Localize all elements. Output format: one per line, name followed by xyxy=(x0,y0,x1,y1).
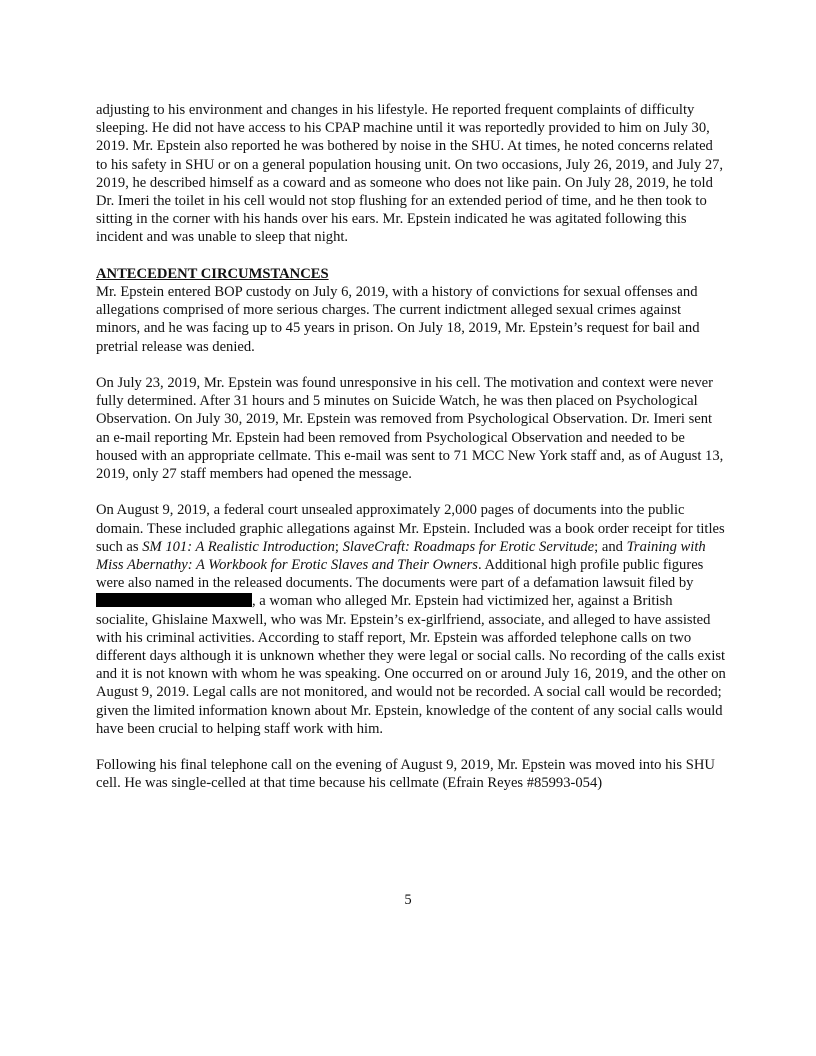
paragraph-unsealed-documents xyxy=(96,501,726,738)
text-run: ; xyxy=(334,538,343,555)
page-number: 5 xyxy=(404,892,412,908)
paragraph-final-call: Following his final telephone call on the evening of August 9, 2019, Mr. Epstein was moved into his SHU cell. He was single-celled at that time because his cellmate (Efrain Reyes #85993-054) xyxy=(96,757,715,792)
redaction-block xyxy=(96,593,252,607)
book-title: SM 101: A Realistic Introduction xyxy=(142,538,335,555)
text-run: , a woman who alleged Mr. Epstein had victimized her, against a British socialite, Ghislaine Maxwell, who was Mr. Epstein’s ex-girlfriend, associate, and alleged to have assisted with his criminal activities. According to staff report, Mr. Epstein was afforded telephone calls on two different days although it is unknown whether they were legal or social calls. No recording of the calls exist and it is not known with whom he was speaking. One occurred on or around July 16, 2019, and the other on August 9, 2019. Legal calls are not monitored, and would not be recorded. A social call would be recorded; given the limited information known about Mr. Epstein, knowledge of the content of any social calls would have been crucial to helping staff work with him. xyxy=(96,593,726,737)
paragraph-gap xyxy=(96,247,726,265)
section-heading-antecedent-circumstances: ANTECEDENT CIRCUMSTANCES xyxy=(96,265,329,282)
paragraph-sleep-complaints: adjusting to his environment and changes in his lifestyle. He reported frequent complaints of difficulty sleeping. He did not have access to his CPAP machine until it was reportedly provided to him on July 30, 2019. Mr. Epstein also reported he was bothered by noise in the SHU. At times, he noted concerns related to his safety in SHU or on a general population housing unit. On two occasions, July 26, 2019, and July 27, 2019, he described himself as a coward and as someone who does not like pain. On July 28, 2019, he told Dr. Imeri the toilet in his cell would not stop flushing for an extended period of time, and he then took to sitting in the corner with his hands over his ears. Mr. Epstein indicated he was agitated following this incident and was unable to sleep that night. xyxy=(96,102,724,246)
paragraph-gap xyxy=(96,483,726,501)
paragraph-custody-entry: Mr. Epstein entered BOP custody on July 6, 2019, with a history of convictions for sexual offenses and allegations comprised of more serious charges. The current indictment alleged sexual crimes against minors, and he was facing up to 45 years in prison. On July 18, 2019, Mr. Epstein’s request for bail and pretrial release was denied. xyxy=(96,284,700,355)
book-title: Training with Miss Abernathy: A Workbook for Erotic Slaves and Their Owners xyxy=(96,538,706,574)
paragraph-gap xyxy=(96,738,726,756)
paragraph-found-unresponsive: On July 23, 2019, Mr. Epstein was found unresponsive in his cell. The motivation and context were never fully determined. After 31 hours and 5 minutes on Suicide Watch, he was then placed on Psychological Observation. On July 30, 2019, Mr. Epstein was removed from Psychological Observation. Dr. Imeri sent an e-mail reporting Mr. Epstein had been removed from Psychological Observation and needed to be housed with an appropriate cellmate. This e-mail was sent to 71 MCC New York staff and, as of August 13, 2019, only 27 staff members had opened the message. xyxy=(96,375,724,483)
text-run: . Additional high profile public figures were also named in the released documents. The documents were part of a defamation lawsuit filed by xyxy=(96,557,704,592)
document-body xyxy=(96,101,726,793)
text-run: ; and xyxy=(594,538,627,555)
text-run: On August 9, 2019, a federal court unsealed approximately 2,000 pages of documents into the public domain. These included graphic allegations against Mr. Epstein. Included was a book order receipt for titles such as xyxy=(96,502,725,555)
book-title: SlaveCraft: Roadmaps for Erotic Servitude xyxy=(342,538,595,555)
paragraph-gap xyxy=(96,356,726,374)
